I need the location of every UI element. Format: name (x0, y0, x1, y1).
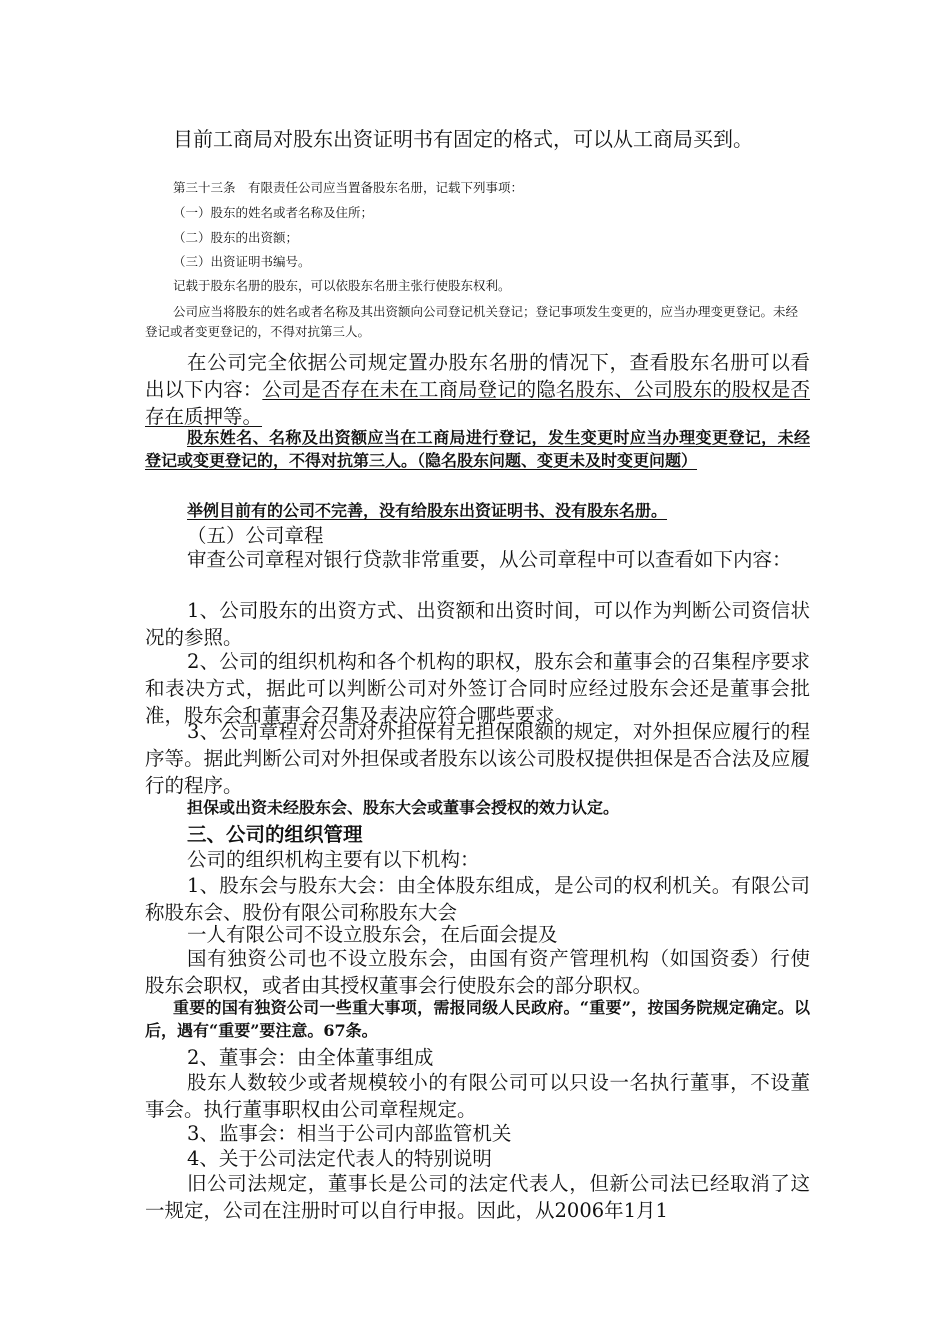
intro-line: 目前工商局对股东出资证明书有固定的格式，可以从工商局买到。 (173, 127, 753, 151)
part-3-para-4: 国有独资公司也不设立股东会，由国有资产管理机构（如国资委）行使股东会职权，或者由其授权董事会行使股东会的部分职权。 (145, 947, 810, 997)
register-check-paragraph (145, 349, 810, 430)
register-check-lead: 在公司完全依据公司规定置办股东名册的情况下，查看股东名册可以看出以下内容： (145, 351, 810, 401)
article-33-rights: 记载于股东名册的股东，可以依股东名册主张行使股东权利。 (173, 278, 511, 293)
section-5-title: （五）公司章程 (187, 524, 324, 547)
section-5-para-2: 1、公司股东的出资方式、出资额和出资时间，可以作为判断公司资信状况的参照。 (145, 599, 810, 649)
article-33-item-2: （二）股东的出资额； (173, 230, 299, 245)
part-3-para-7: 3、监事会：相当于公司内部监管机关 (187, 1122, 512, 1145)
register-check-underlined: 公司是否存在未在工商局登记的隐名股东、公司股东的股权是否存在质押等。 (145, 378, 810, 428)
section-5-para-3: 2、公司的组织机构和各个机构的职权，股东会和董事会的召集程序要求和表决方式，据此可以判断公司对外签订合同时应经过股东会还是董事会批准，股东会和董事会召集及表决应符合哪些要求。 (145, 650, 810, 727)
bold-note-state-owned: 重要的国有独资公司一些重大事项，需报同级人民政府。“重要”，按国务院规定确定。以后，遇有“重要”要注意。67条。 (145, 998, 810, 1040)
part-3-para-8: 4、关于公司法定代表人的特别说明 (187, 1147, 492, 1170)
part-3-para-5: 2、董事会：由全体董事组成 (187, 1046, 434, 1069)
part-3-para-1: 公司的组织机构主要有以下机构： (187, 848, 480, 871)
article-33-item-3: （三）出资证明书编号。 (173, 254, 311, 269)
part-3-para-2: 1、股东会与股东大会：由全体股东组成，是公司的权利机关。有限公司称股东会、股份有限公司称股东大会 (145, 874, 810, 924)
bold-note-example: 举例目前有的公司不完善，没有给股东出资证明书、没有股东名册。 (187, 501, 668, 520)
section-5-para-4: 3、公司章程对公司对外担保有无担保限额的规定，对外担保应履行的程序等。据此判断公司对外担保或者股东以该公司股权提供担保是否合法及应履行的程序。 (145, 720, 810, 797)
part-3-para-3: 一人有限公司不设立股东会，在后面会提及 (187, 923, 558, 946)
bold-note-registration: 股东姓名、名称及出资额应当在工商局进行登记，发生变更时应当办理变更登记，未经登记或变更登记的，不得对抗第三人。（隐名股东问题、变更未及时变更问题） (145, 428, 810, 470)
section-5-para-1: 审查公司章程对银行贷款非常重要，从公司章程中可以查看如下内容： (187, 548, 792, 571)
part-3-para-9: 旧公司法规定，董事长是公司的法定代表人，但新公司法已经取消了这一规定，公司在注册时可以自行申报。因此，从2006年1月1 (145, 1172, 810, 1222)
bold-note-guarantee: 担保或出资未经股东会、股东大会或董事会授权的效力认定。 (187, 798, 620, 817)
article-33-registration: 公司应当将股东的姓名或者名称及其出资额向公司登记机关登记；登记事项发生变更的，应当办理变更登记。未经登记或者变更登记的，不得对抗第三人。 (145, 304, 799, 339)
article-33-item-1: （一）股东的姓名或者名称及住所； (173, 205, 374, 220)
article-33-heading: 第三十三条 有限责任公司应当置备股东名册，记载下列事项： (173, 180, 524, 195)
part-3-title: 三、公司的组织管理 (187, 823, 363, 846)
part-3-para-6: 股东人数较少或者规模较小的有限公司可以只设一名执行董事，不设董事会。执行董事职权由公司章程规定。 (145, 1071, 810, 1121)
